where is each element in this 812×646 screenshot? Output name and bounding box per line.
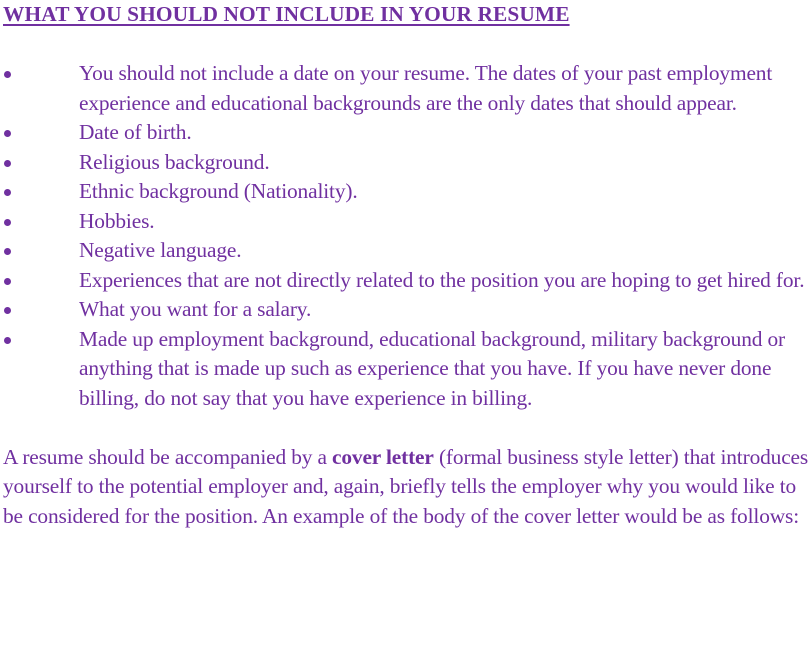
- list-item-text: Negative language.: [79, 238, 242, 262]
- bullet-icon: [3, 207, 17, 237]
- list-item: [3, 295, 811, 325]
- bullet-icon: [3, 266, 17, 296]
- list-item-text: Made up employment background, educational background, military background or anything that is made up such as experience that you have. If you have never done billing, do not say that you have experience in billing.: [79, 326, 786, 410]
- bullet-icon: [3, 148, 17, 178]
- bullet-icon: [3, 59, 17, 89]
- bullet-icon: [3, 295, 17, 325]
- list-item-text: Experiences that are not directly related to the position you are hoping to get hired for.: [79, 267, 805, 292]
- list-item-text: Religious background.: [79, 149, 270, 174]
- section-heading: WHAT YOU SHOULD NOT INCLUDE IN YOUR RESUME: [3, 2, 570, 26]
- list-item-text: Date of birth.: [79, 120, 192, 144]
- list-item-text: Ethnic background (Nationality).: [79, 179, 358, 203]
- paragraph-text-before: A resume should be accompanied by a: [3, 444, 333, 469]
- bullet-icon: [3, 325, 17, 355]
- list-item-text: You should not include a date on your resume. The dates of your past employment experience and educational backgrounds are the only dates that should appear.: [79, 61, 773, 115]
- cover-letter-term: cover letter: [332, 444, 434, 469]
- list-item: [3, 266, 811, 296]
- cover-letter-paragraph: [3, 443, 811, 532]
- exclusion-list: [3, 59, 811, 413]
- list-item: [3, 177, 811, 207]
- bullet-icon: [3, 177, 17, 207]
- list-item: [3, 325, 811, 414]
- list-item: [3, 236, 811, 266]
- paragraph-text-after: (formal business style letter) that introduces yourself to the potential employer and, again, briefly tells the employer why you would like to be considered for the position. An example of the body of the cover letter would be as follows:: [3, 444, 809, 528]
- document-page: [3, 0, 811, 531]
- list-item-text: What you want for a salary.: [79, 297, 312, 321]
- bullet-icon: [3, 236, 17, 266]
- list-item: [3, 148, 811, 178]
- list-item: [3, 59, 811, 118]
- list-item-text: Hobbies.: [79, 208, 155, 233]
- bullet-icon: [3, 118, 17, 148]
- list-item: [3, 118, 811, 148]
- list-item: [3, 207, 811, 237]
